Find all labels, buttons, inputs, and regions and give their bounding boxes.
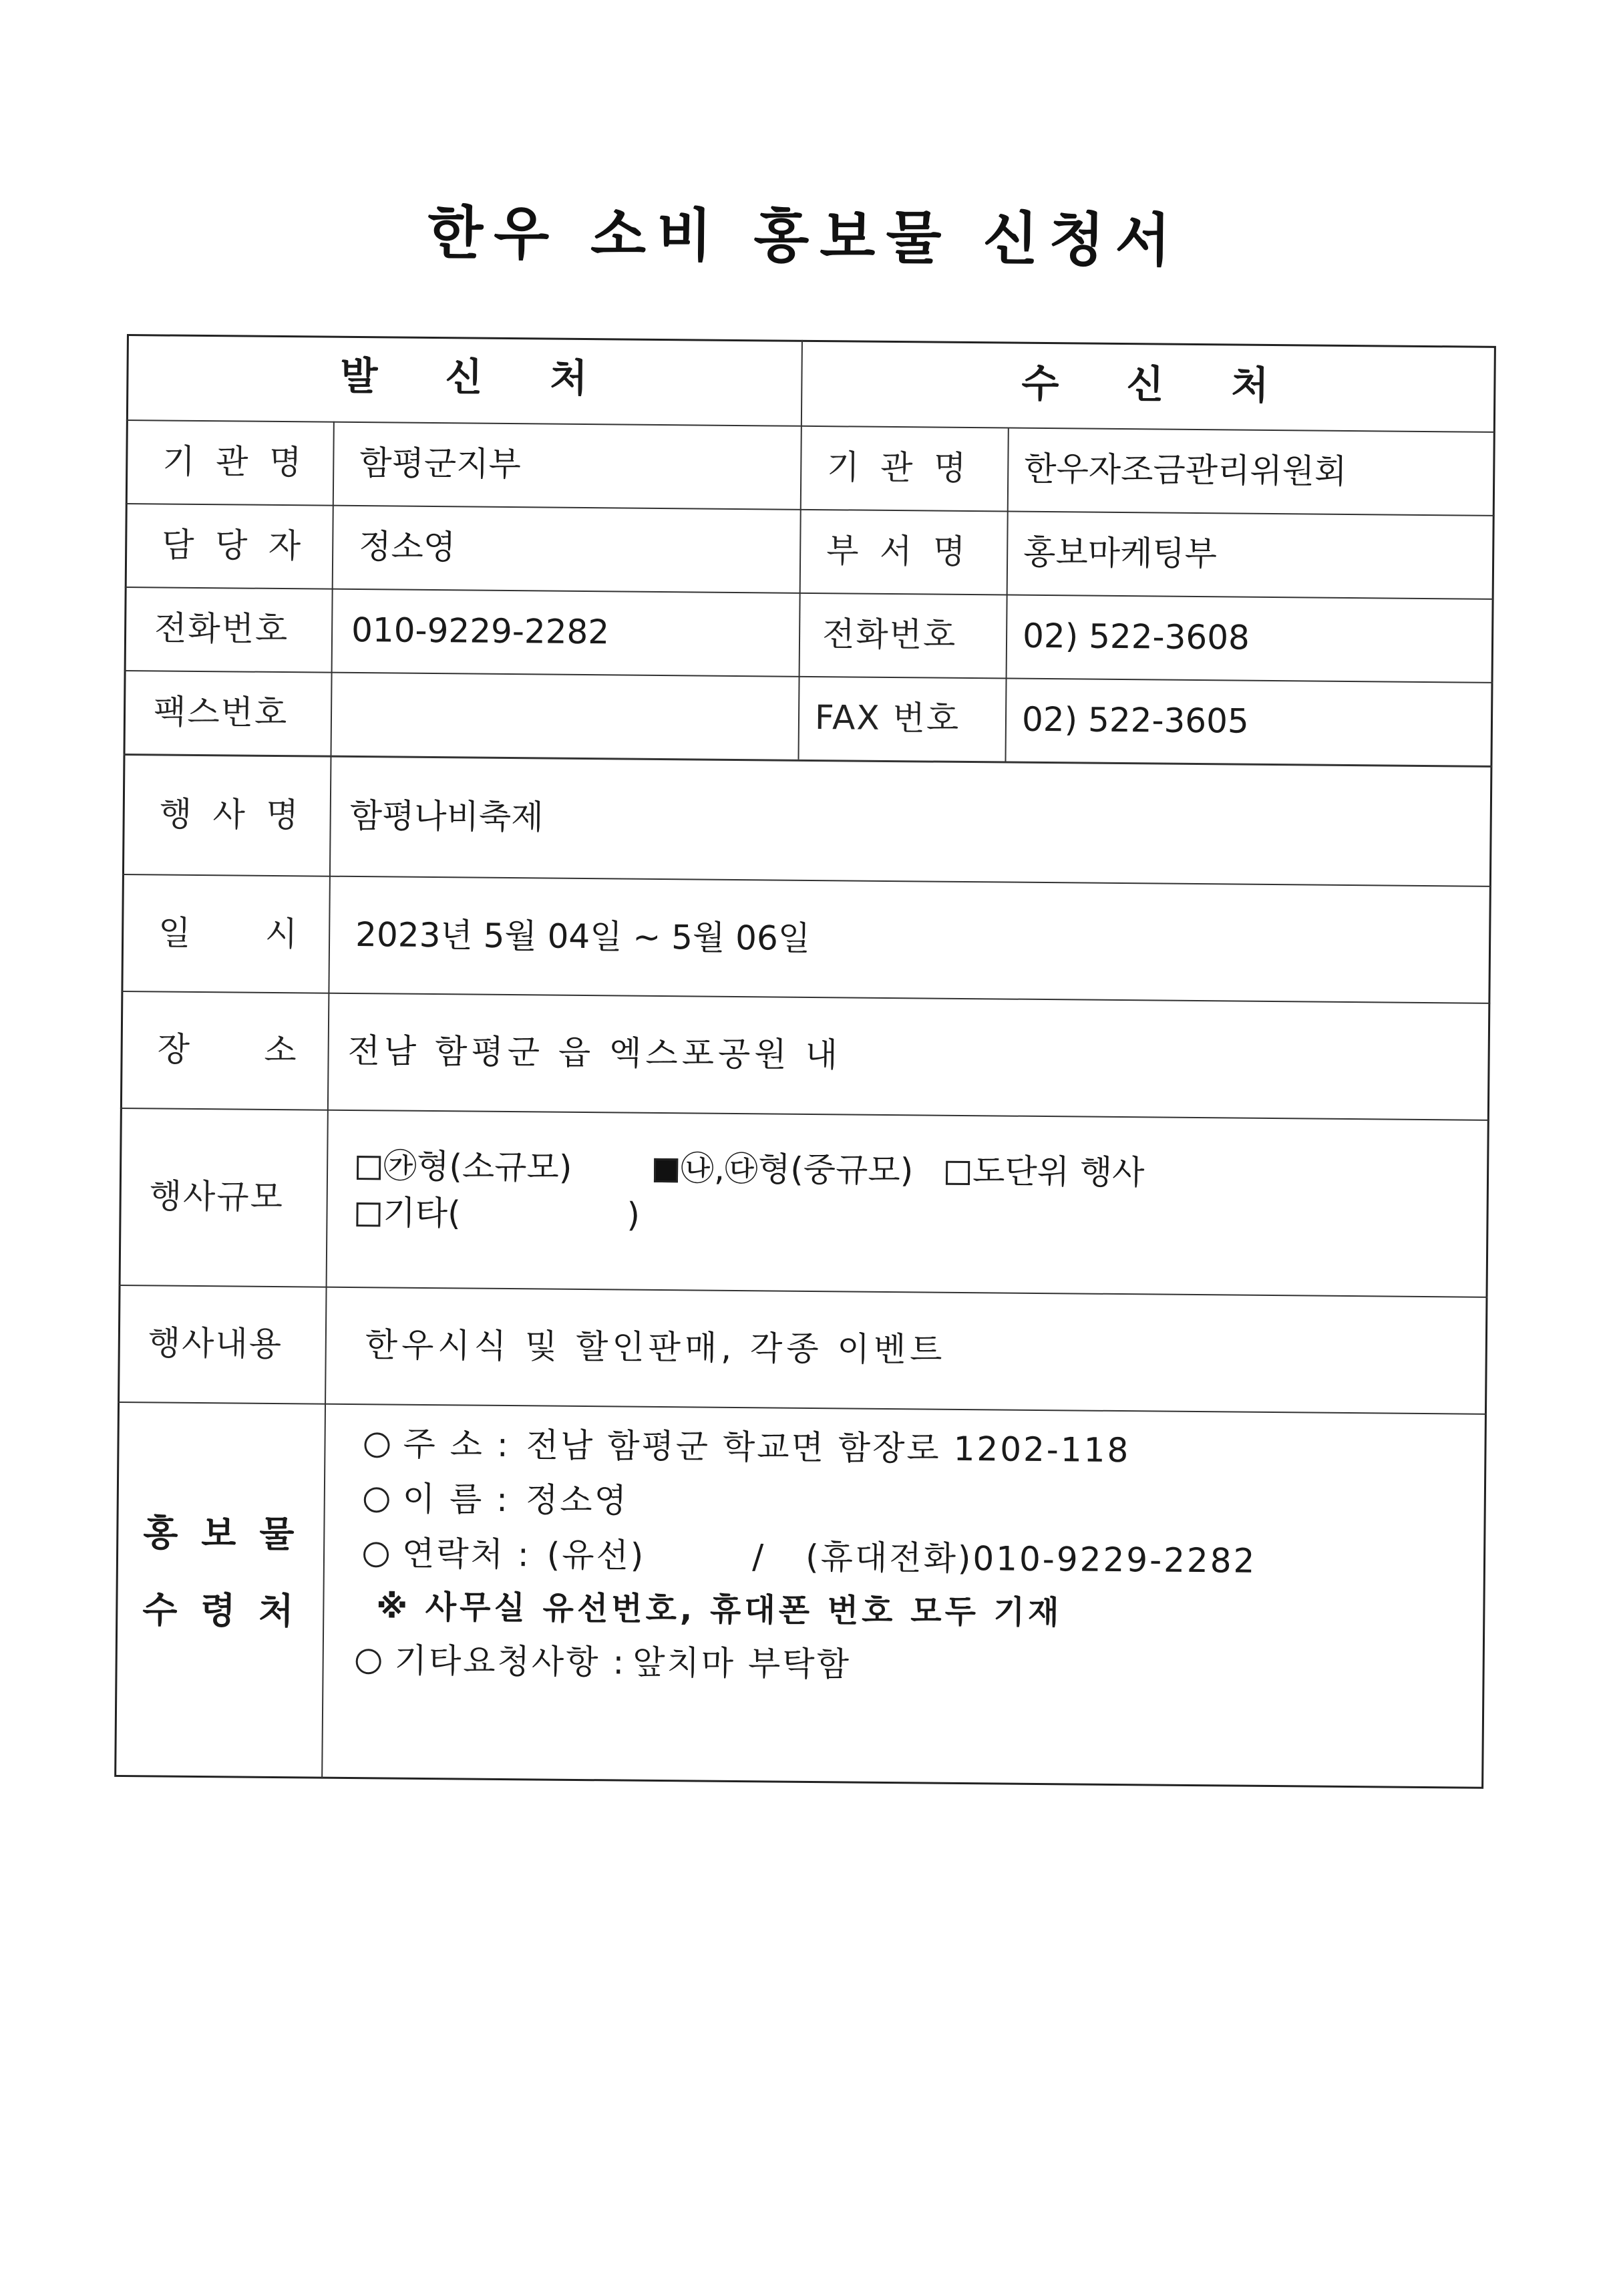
form-title: 한우 소비 홍보물 신청서 bbox=[427, 200, 1182, 275]
sender-org-label: 기 관 명 bbox=[162, 442, 303, 482]
event-content-label: 행사내용 bbox=[148, 1323, 283, 1364]
recipient-request-line: 기타요청사항 : 앞치마 부탁함 bbox=[355, 1640, 851, 1684]
event-scale-label: 행사규모 bbox=[149, 1176, 285, 1217]
circle-bullet-icon bbox=[363, 1542, 389, 1567]
scale-option-small: ㉮형(소규모) bbox=[357, 1146, 572, 1188]
receiver-fax-value: 02) 522-3605 bbox=[1021, 699, 1250, 741]
receiver-phone-value: 02) 522-3608 bbox=[1022, 616, 1250, 657]
recipient-note: ※ 사무실 유선번호, 휴대폰 번호 모두 기재 bbox=[376, 1588, 1063, 1632]
event-date-value: 2023년 5월 04일 ~ 5월 06일 bbox=[355, 915, 811, 958]
event-name-label: 행 사 명 bbox=[159, 794, 300, 835]
circle-bullet-icon bbox=[364, 1432, 389, 1458]
event-name-value: 함평나비축제 bbox=[349, 796, 544, 837]
sender-org-value: 함평군지부 bbox=[359, 444, 522, 484]
receiver-dept-value: 홍보마케팅부 bbox=[1023, 532, 1218, 574]
scale-option-medium: ㉯,㉰형(중규모) bbox=[654, 1148, 914, 1190]
receiver-fax-label: FAX 번호 bbox=[814, 698, 960, 738]
recipient-label-line2: 수 령 처 bbox=[142, 1589, 299, 1633]
sender-header: 발 신 처 bbox=[340, 353, 588, 401]
event-content-value: 한우시식 및 할인판매, 각종 이벤트 bbox=[365, 1325, 946, 1369]
receiver-header: 수 신 처 bbox=[1021, 360, 1269, 408]
recipient-label-line1: 홍 보 물 bbox=[143, 1512, 300, 1556]
circle-bullet-icon bbox=[356, 1649, 381, 1674]
receiver-phone-label: 전화번호 bbox=[822, 615, 957, 655]
recipient-contact-line: 연락처 : (유선) / (휴대전화)010-9229-2282 bbox=[363, 1533, 1257, 1581]
sender-phone-label: 전화번호 bbox=[154, 609, 289, 649]
event-date-label: 일 시 bbox=[158, 913, 299, 954]
checkbox-medium-checked bbox=[654, 1158, 678, 1182]
sender-contact-value: 정소영 bbox=[358, 527, 456, 567]
receiver-dept-label: 부 서 명 bbox=[826, 531, 967, 571]
sender-phone-value: 010-9229-2282 bbox=[351, 610, 610, 652]
checkbox-small bbox=[357, 1156, 381, 1180]
recipient-address-line: 주 소 : 전남 함평군 학교면 함장로 1202-118 bbox=[364, 1424, 1130, 1470]
receiver-org-label: 기 관 명 bbox=[827, 448, 968, 488]
circle-bullet-icon bbox=[364, 1487, 389, 1512]
sender-contact-label: 담 당 자 bbox=[161, 525, 303, 566]
application-form bbox=[114, 334, 1496, 1789]
checkbox-other bbox=[356, 1202, 380, 1226]
scale-option-province: 도단위 행사 bbox=[946, 1151, 1145, 1193]
receiver-org-value: 한우자조금관리위원회 bbox=[1024, 449, 1347, 491]
recipient-name-line: 이 름 : 정소영 bbox=[364, 1478, 629, 1520]
event-place-value: 전남 함평군 읍 엑스포공원 내 bbox=[347, 1031, 842, 1075]
scale-option-other: 기타( bbox=[356, 1192, 461, 1233]
event-place-label: 장 소 bbox=[157, 1029, 298, 1070]
scale-other-close: ) bbox=[627, 1195, 641, 1235]
checkbox-province bbox=[946, 1161, 970, 1185]
sender-fax-label: 팩스번호 bbox=[153, 692, 289, 733]
